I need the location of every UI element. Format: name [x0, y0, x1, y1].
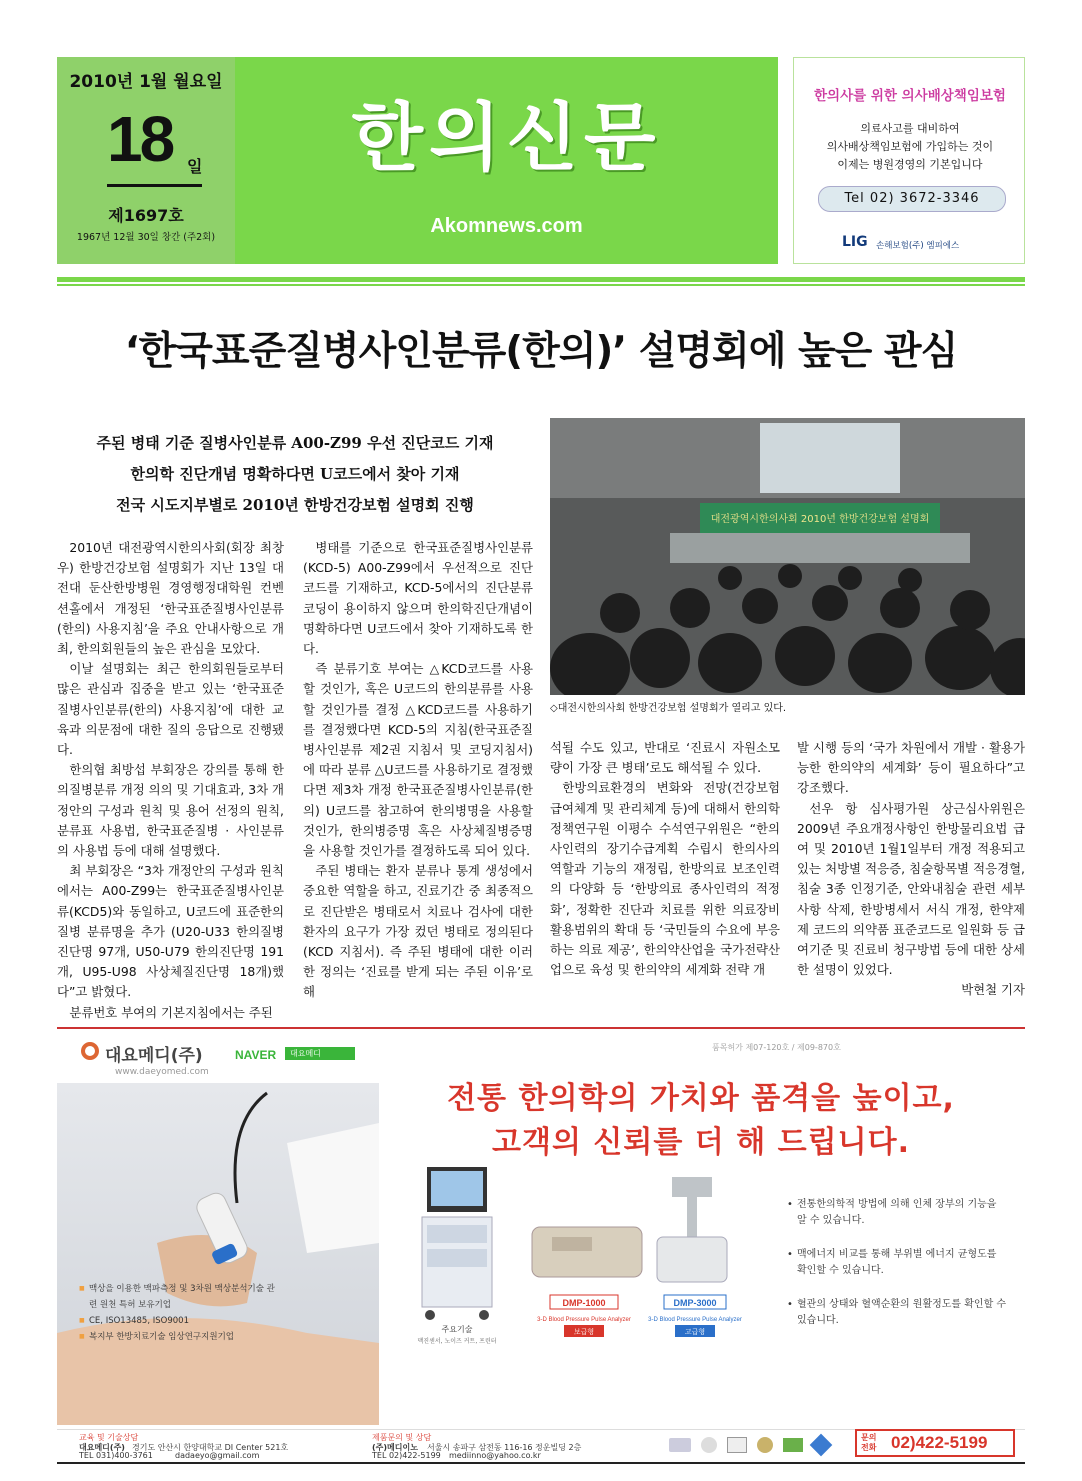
masthead-rule [57, 277, 1025, 282]
photo-caption: ◇대전시한의사회 한방건강보험 설명회가 열리고 있다. [550, 703, 787, 714]
article-column-2 [303, 538, 533, 1003]
paragraph: 주된 병태는 환자 분류나 통계 생성에서 중요한 역할을 하고, 진료기간 중 최종적으로 진단받은 병태로서 치료나 검사에 대한 환자의 요구가 가장 컸던 병태로 정의된다(KCD 지침서). 즉 주된 병태에 대한 이러한 정의는 ‘진료를 받게 되는 주된 이유’로 해 [303, 863, 533, 1000]
subhead: 전국 시도지부별로 2010년 한방건강보험 설명회 진행 [116, 496, 474, 514]
insurance-ad-text [802, 120, 1018, 174]
article-headline: ‘한국표준질병사인분류(한의)’ 설명회에 높은 관심 [124, 329, 958, 374]
lig-logo: LIG [842, 234, 868, 250]
product1-name: DMP-1000 [562, 1298, 606, 1308]
certification-logos [669, 1436, 839, 1454]
photo-banner: 대전광역시한의사회 2010년 한방건강보험 설명회 [710, 514, 930, 525]
date-box [57, 57, 235, 264]
product2-name: DMP-3000 [673, 1298, 717, 1308]
product2-desc: 3-D Blood Pressure Pulse Analyzer [648, 1317, 742, 1323]
footer-left-addr: 경기도 안산시 한양대학교 DI Center 521호 [132, 1443, 289, 1452]
masthead-rule-thin [57, 284, 1025, 286]
insurance-company: 손해보험(주) 엠피에스 [876, 241, 960, 251]
product1-tier: 보급형 [573, 1328, 595, 1336]
feature-item: ■ CE, ISO13485, ISO9001 [79, 1313, 279, 1329]
ad-cert: 품목허가 제07-120호 / 제09-870호 [712, 1043, 841, 1052]
ad-slogan: 고객의 신뢰를 더 해 드립니다. [492, 1125, 910, 1160]
insurance-ad-tel: Tel 02) 3672-3346 [818, 186, 1006, 212]
hotline-label: 문의전화 [861, 1433, 877, 1452]
products-illustration [402, 1167, 802, 1392]
medical-device-ad[interactable] [57, 1037, 1025, 1460]
ad-bullets [787, 1197, 1007, 1347]
paragraph: 석될 수도 있고, 반대로 ‘진료시 자원소모량이 가장 큰 병태’로도 해석될 수 있다. [550, 740, 780, 776]
masthead-title-box [235, 57, 778, 264]
footer-right-tel: TEL 02)422-5199 [372, 1451, 441, 1460]
innobiz-logo-icon [669, 1438, 691, 1452]
device-sub: 맥진센서, 노이즈 커트, 프린터 [417, 1338, 497, 1345]
ad-url[interactable]: www.daeyomed.com [115, 1067, 209, 1077]
paragraph: 선우 항 심사평가원 상근심사위원은 2009년 주요개정사항인 한방물리요법 급여 및 2010년 1월1일부터 개정 적용되고 있는 처방별 적응증, 침술항목별 적응경혈, 침술 3종 인정기준, 안와내침술 관련 세부사항 삭제, 한방병세서 서식 개정, 한약제제 코드의 의약품 표준코드로 일원화 등 급여기준 및 진료비 청구방법 등에 대한 상세한 설명이 있었다. [797, 800, 1025, 978]
naver-logo: NAVER [235, 1048, 277, 1062]
date-line: 2010년 1월 월요일 [69, 72, 223, 92]
kfda-logo-icon [783, 1438, 803, 1452]
insurance-ad-line: 이제는 병원경영의 기본입니다 [837, 158, 983, 171]
paragraph: 2010년 대전광역시한의사회(회장 최창우) 한방건강보험 설명회가 지난 13일 대전대 둔산한방병원 경영행정대학원 컨벤션홀에서 개정된 ‘한국표준질병사인분류(한의) 사용지침’을 주요 안내사항으로 개최, 한의회원들의 높은 관심을 모았다. [57, 540, 284, 657]
byline: 박현철 기자 [961, 982, 1025, 998]
page-bottom-rule [57, 1462, 1025, 1464]
product1-desc: 3-D Blood Pressure Pulse Analyzer [537, 1317, 631, 1323]
paragraph: 이날 설명회는 최근 한의회원들로부터 많은 관심과 집중을 받고 있는 ‘한국표준질병사인분류(한의) 사용지침’에 대한 교육과 의문점에 대한 질의 응답으로 진행됐다. [57, 661, 284, 758]
ce-mark-icon [727, 1437, 747, 1453]
footer-left-title: 교육 및 기술상담 [79, 1433, 139, 1442]
ad-bullet: • 혈관의 상태와 혈액순환의 원활정도를 확인할 수 있습니다. [787, 1297, 1007, 1329]
newspaper-logo: 한의신문 [351, 95, 662, 181]
founding-date: 1967년 12월 30일 창간 (주2회) [76, 232, 216, 243]
partner-logo-icon [810, 1434, 833, 1457]
seminar-photo [550, 418, 1025, 695]
insurance-ad-line: 의료사고를 대비하여 [860, 122, 960, 135]
day-label: 일 [187, 157, 203, 176]
paragraph: 최 부회장은 “3차 개정안의 구성과 원칙에서는 A00-Z99는 한국표준질병사인분류(KCD5)와 동일하고, U코드에 표준한의질병 분류명을 추가 (U20-U33 한의질병 진단명 97개, U50-U79 한의진단명 191개, U95-U98 사상체질진단명 18개)했다”고 밝혔다. [57, 863, 284, 1000]
ad-products [402, 1167, 802, 1392]
footer-right-company: (주)메디이노 [372, 1443, 418, 1452]
paragraph: 병태를 기준으로 한국표준질병사인분류(KCD-5) A00-Z99에서 우선적으로 진단코드를 기재하고, KCD-5에서의 진단분류 코딩이 용이하지 않으며 한의학진단개념이 명확하다면 U코드에서 찾아 기재하도록 한다. [303, 540, 533, 657]
section-divider [57, 1027, 1025, 1029]
ad-features [79, 1281, 279, 1345]
subhead: 한의학 진단개념 명확하다면 U코드에서 찾아 기재 [130, 465, 460, 483]
site-url[interactable]: Akomnews.com [430, 215, 583, 237]
pulse-sensor-photo [57, 1083, 379, 1425]
article-column-3 [550, 738, 780, 980]
footer-right-addr: 서울시 송파구 삼전동 116-16 정운빌딩 2층 [427, 1443, 582, 1452]
paragraph: 발 시행 등의 ‘국가 차원에서 개발 · 활용가능한 한의약의 세계화’ 등이 필요하다”고 강조했다. [797, 740, 1025, 796]
product2-tier: 고급형 [684, 1328, 706, 1336]
daeyo-logo-icon [81, 1042, 99, 1060]
footer-left-email: dadaeyo@gmail.com [175, 1451, 260, 1460]
seminar-photo-image [550, 418, 1025, 695]
ad-bullet: • 전통한의학적 방법에 의해 인체 장부의 기능을 알 수 있습니다. [787, 1197, 1007, 1229]
issue-number: 제1697호 [108, 206, 184, 225]
paragraph: 분류번호 부여의 기본지침에서는 주된 [69, 1004, 273, 1020]
ad-left-panel [57, 1037, 379, 1457]
footer-left-tel: TEL 031)400-3761 [79, 1451, 153, 1460]
day-underline [107, 184, 202, 187]
insurance-ad-title: 한의사를 위한 의사배상책임보험 [814, 88, 1006, 104]
subhead: 주된 병태 기준 질병사인분류 A00-Z99 우선 진단코드 기재 [96, 434, 494, 452]
cert-seal-icon [701, 1437, 717, 1453]
insurance-ad[interactable] [793, 57, 1025, 264]
paragraph: 즉 분류기호 부여는 △KCD코드를 사용할 것인가, 혹은 U코드의 한의분류를 사용할 것인가를 결정 △KCD코드를 사용하기를 결정했다면 KCD-5의 지침(한국표준질병사인분류 제2권 지침서 및 코딩지침서)에 따라 분류 △U코드를 사용하기로 결정했다면 제3차 개정 한국표준질병사인분류(한의) U코드를 참고하여 한의병명을 사용할 것인가, 한의병증명 혹은 사상체질병증명을 사용할 것인가를 결정하도록 되어 있다. [303, 661, 533, 859]
paragraph: 한방의료환경의 변화와 전망(건강보험 급여체계 및 관리체계 등)에 대해서 한의학정책연구원 이평수 수석연구위원은 “한의사인력의 장기수급계획 수립시 한의사의 역할과 기능의 재정립, 한방의료 보조인력의 다양화 등 ‘한방의료 종사인력의 적정화’, 정확한 진단과 치료를 위한 의료장비 활용범위의 확대 등 ‘국민들의 수요에 부응하는 의료 제공’, 한의약산업을 국가전략산업으로 육성 및 한의약의 세계화 전략 개 [550, 780, 780, 978]
ad-slogan: 전통 한의학의 가치와 품격을 높이고, [447, 1081, 955, 1116]
footer-left-company: 대요메디(주) [79, 1443, 125, 1452]
article-column-1 [57, 538, 284, 1023]
ad-company-logo: 대요메디(주) [105, 1046, 203, 1066]
day-number: 18 [107, 103, 173, 175]
device-caption: 주요기술 [441, 1325, 473, 1334]
paragraph: 한의협 최방섭 부회장은 강의를 통해 한의질병분류 개정 의의 및 기대효과, 3차 개정안의 구성과 원칙 및 용어 선정의 원칙, 분류표 사용법, 한국표준질병 · 사인분류의 사용법 등에 대해 설명했다. [57, 762, 284, 859]
pulse-sensor-image [57, 1083, 379, 1425]
feature-item: ■ 맥상을 이용한 맥파측정 및 3차원 맥상분석기술 관련 원천 특허 보유기업 [79, 1281, 279, 1313]
article-column-4 [797, 738, 1025, 1001]
ad-hotline[interactable] [855, 1429, 1015, 1457]
naver-search-text: 대요메디 [290, 1049, 321, 1058]
insurance-ad-line: 의사배상책임보험에 가입하는 것이 [826, 140, 994, 153]
award-icon [757, 1437, 773, 1453]
hotline-phone: 02)422-5199 [891, 1433, 988, 1452]
feature-item: ■ 복지부 한방치료기술 임상연구지원기업 [79, 1329, 279, 1345]
footer-right-title: 제품문의 및 상담 [372, 1433, 432, 1442]
footer-right-email: mediinno@yahoo.co.kr [449, 1451, 541, 1460]
ad-bullet: • 맥에너지 비교를 통해 부위별 에너지 균형도를 확인할 수 있습니다. [787, 1247, 1007, 1279]
article-subheads [57, 428, 533, 521]
